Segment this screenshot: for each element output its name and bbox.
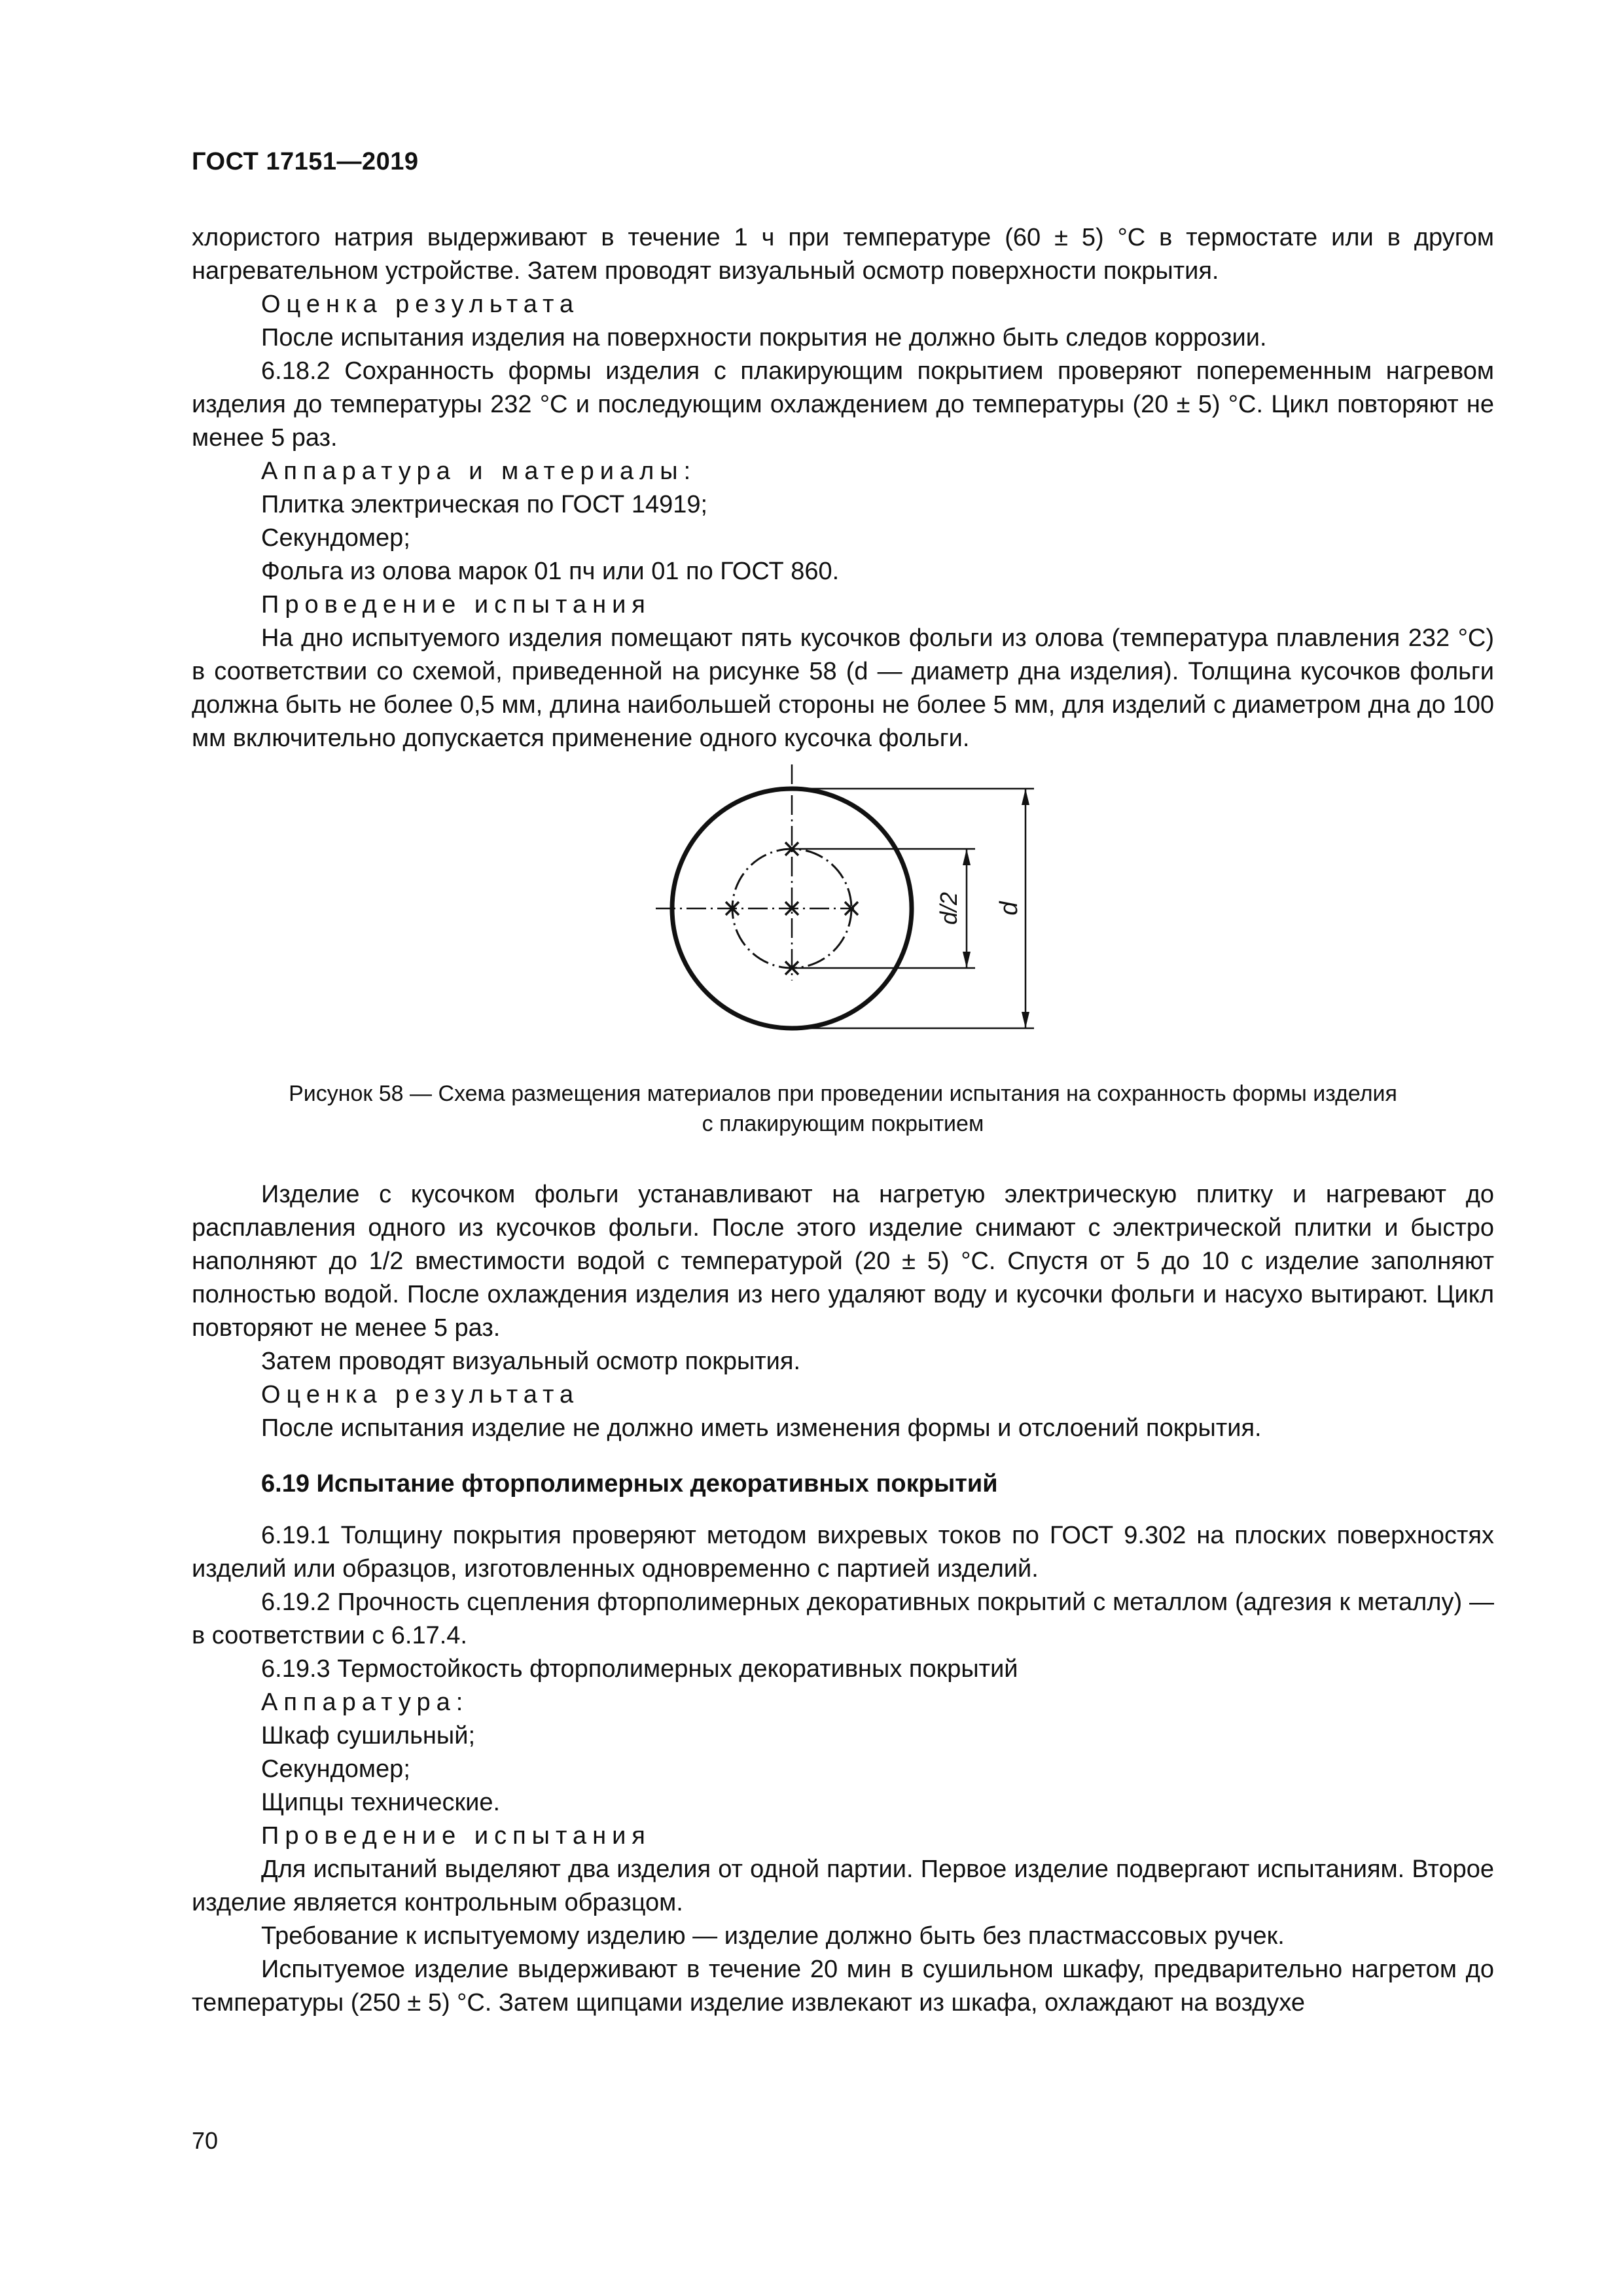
label-d-half: d/2: [935, 891, 962, 925]
list-item: Плитка электрическая по ГОСТ 14919;: [261, 491, 708, 518]
list-item: Фольга из олова марок 01 пч или 01 по ГОСТ 860.: [261, 558, 840, 585]
section-heading: 6.19 Испытание фторполимерных декоративных покрытий: [261, 1470, 998, 1498]
paragraph: 6.19.2 Прочность сцепления фторполимерных декоративных покрытий с металлом (адгезия к металлу) — в соответствии с 6.17.4.: [192, 1588, 1494, 1649]
arrow-head: [963, 849, 971, 865]
paragraph: После испытания изделие не должно иметь изменения формы и отслоений покрытия.: [261, 1414, 1262, 1442]
list-item: Щипцы технические.: [261, 1789, 501, 1816]
text-block-lower: [192, 1178, 1494, 2020]
figure-58-diagram: [628, 764, 1060, 1052]
section-label: Оценка результата: [261, 1381, 580, 1408]
page-number: 70: [192, 2127, 219, 2154]
paragraph: На дно испытуемого изделия помещают пять кусочков фольги из олова (температура плавления 232 °С) в соответствии со схемой, приведенной на рисунке 58 (d — диаметр дна изделия). Толщина кусочков фольги должна быть не более 0,5 мм, длина наибольшей стороны не более 5 мм, для изделий с диаметром дна до 100 мм включительно допускается применение одного кусочка фольги.: [192, 624, 1494, 752]
list-item: Секундомер;: [261, 1755, 410, 1783]
arrow-head: [1022, 789, 1029, 805]
paragraph: 6.18.2 Сохранность формы изделия с плакирующим покрытием проверяют попеременным нагревом изделия до температуры 232 °С и последующим охлаждением до температуры (20 ± 5) °С. Цикл повторяют не менее 5 раз.: [192, 357, 1494, 452]
arrow-head: [963, 952, 971, 968]
section-label: Оценка результата: [261, 291, 580, 318]
section-label: Аппаратура и материалы:: [261, 457, 697, 485]
paragraph: 6.19.3 Термостойкость фторполимерных декоративных покрытий: [261, 1655, 1018, 1683]
label-d: d: [995, 901, 1023, 916]
paragraph: После испытания изделия на поверхности покрытия не должно быть следов коррозии.: [261, 324, 1267, 351]
document-header: ГОСТ 17151—2019: [192, 148, 419, 175]
arrow-head: [1022, 1012, 1029, 1028]
text-block-upper: [192, 221, 1494, 755]
section-label: Проведение испытания: [261, 591, 651, 619]
paragraph: 6.19.1 Толщину покрытия проверяют методом вихревых токов по ГОСТ 9.302 на плоских поверхностях изделий или образцов, изготовленных одновременно с партией изделий.: [192, 1522, 1494, 1583]
list-item: Секундомер;: [261, 524, 410, 552]
caption-line: Рисунок 58 — Схема размещения материалов при проведении испытания на сохранность формы изделия: [289, 1081, 1397, 1106]
paragraph: Изделие с кусочком фольги устанавливают на нагретую электрическую плитку и нагревают до расплавления одного из кусочков фольги. После этого изделие снимают с электрической плитки и быстро наполняют до 1/2 вместимости водой с температурой (20 ± 5) °С. Спустя от 5 до 10 с изделие заполняют полностью водой. После охлаждения изделия из него удаляют воду и кусочки фольги и насухо вытирают. Цикл повторяют не менее 5 раз.: [192, 1181, 1494, 1342]
caption-line: с плакирующим покрытием: [702, 1111, 984, 1136]
paragraph: Затем проводят визуальный осмотр покрытия.: [261, 1348, 801, 1375]
paragraph: Испытуемое изделие выдерживают в течение 20 мин в сушильном шкафу, предварительно нагретом до температуры (250 ± 5) °С. Затем щипцами изделие извлекают из шкафа, охлаждают на воздухе: [192, 1956, 1494, 2017]
section-label: Аппаратура:: [261, 1689, 469, 1716]
figure-caption: [192, 1079, 1494, 1139]
paragraph: хлористого натрия выдерживают в течение 1 ч при температуре (60 ± 5) °С в термостате или в другом нагревательном устройстве. Затем проводят визуальный осмотр поверхности покрытия.: [192, 224, 1494, 285]
list-item: Шкаф сушильный;: [261, 1722, 476, 1749]
paragraph: Требование к испытуемому изделию — изделие должно быть без пластмассовых ручек.: [261, 1922, 1285, 1950]
section-label: Проведение испытания: [261, 1822, 651, 1850]
paragraph: Для испытаний выделяют два изделия от одной партии. Первое изделие подвергают испытаниям. Второе изделие является контрольным образцом.: [192, 1856, 1494, 1916]
